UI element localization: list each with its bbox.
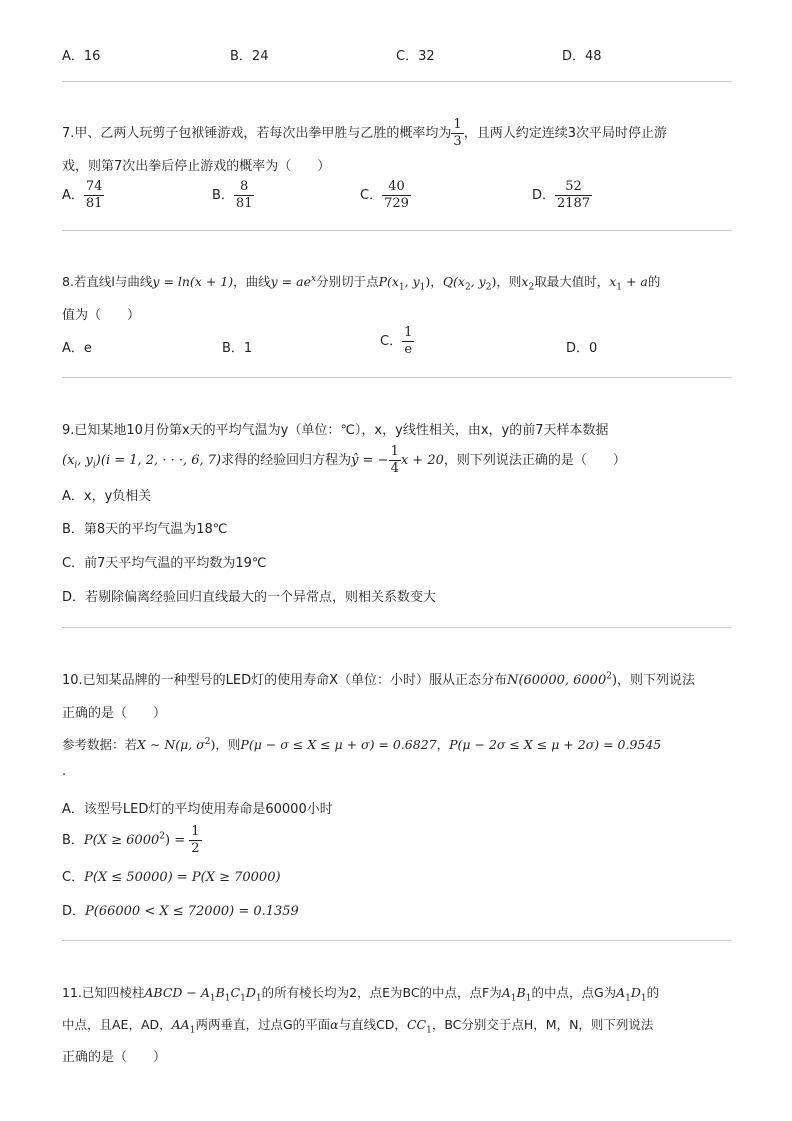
q7-stem-line1: 7.甲、乙两人玩剪子包袱锤游戏，若每次出拳甲胜与乙胜的概率均为 $\frac{1}{3}$ ，且两人约定连续3次平局时停止游 [62,117,667,149]
divider [62,230,732,231]
q7-option-b: B． $\frac{8}{81}$ [212,179,253,211]
q7-option-c: C． $\frac{40}{729}$ [360,179,409,211]
q11-stem-line2: 中点，且AE，AD，$AA_1$两两垂直，过点G的平面α与直线CD，$CC_1$，BC分别交于点H，M，N，则下列说法 [62,1017,654,1036]
q9-option-a: A．x，y负相关 [62,489,152,504]
q11-stem-line1: 11.已知四棱柱ABCD − $A_1B_1C_1D_1$的所有棱长均为2，点E为BC的中点，点F为$A_1B_1$的中点，点G为$A_1D_1$的 [62,985,660,1004]
q7-option-a: A． $\frac{74}{81}$ [62,179,103,211]
q7-option-d: D． $\frac{52}{2187}$ [532,179,591,211]
q8-stem-line1: 8.若直线l与曲线y = ln(x + 1)，曲线$y = ae^x$分别切于点$P(x_1$, $y_1$)，$Q(x_2$, $y_2$)，则$x_2$取最大值时，$x_1 + a$的 [62,273,661,293]
divider [62,940,732,941]
q10-stem-line2: 正确的是（ ） [62,706,167,721]
q9-option-d: D．若剔除偏离经验回归直线最大的一个异常点，则相关系数变大 [62,590,437,605]
q10-reference-dot: . [62,764,67,779]
q10-option-b: B．$P(X \ge 6000^2)$ = $\frac{1}{2}$ [62,824,200,856]
q8-option-b: B．1 [222,341,253,356]
q7-stem-line2: 戏，则第7次出拳后停止游戏的概率为（ ） [62,159,331,174]
divider [62,627,732,628]
q10-option-d: D．P(66000 < X ≤ 72000) = 0.1359 [62,904,299,919]
q10-option-a: A．该型号LED灯的平均使用寿命是60000小时 [62,802,333,817]
q8-option-a: A．e [62,341,92,356]
q6-option-d: D．48 [562,49,602,64]
q9-stem-line1: 9.已知某地10月份第x天的平均气温为y（单位：℃），x，y线性相关，由x，y的前7天样本数据 [62,423,609,438]
q8-stem-line2: 值为（ ） [62,308,141,323]
q6-option-b: B．24 [230,49,269,64]
q8-option-c: C． $\frac{1}{e}$ [380,325,413,357]
divider [62,81,732,82]
divider [62,377,732,378]
q8-option-d: D．0 [566,341,598,356]
q6-option-a: A．16 [62,49,101,64]
q10-reference-data: 参考数据：若X ∼ N(μ, $\sigma^2$)，则P(μ − σ ≤ X ≤ μ + σ) = 0.6827，P(μ − 2σ ≤ X ≤ μ + 2σ) = 0.9545 [62,736,662,752]
q9-stem-line2: ($x_i$, $y_i)(i = 1$, 2, · · ·, 6, 7)求得的经验回归方程为ŷ = − $\frac{1}{4}$ x + 20，则下列说法正确的是（ ） [62,444,626,476]
q10-option-c: C．P(X ≤ 50000) = P(X ≥ 70000) [62,870,281,885]
q9-option-c: C．前7天平均气温的平均数为19℃ [62,556,267,571]
q11-stem-line3: 正确的是（ ） [62,1050,167,1065]
q6-option-c: C．32 [396,49,435,64]
q10-stem-line1: 10.已知某品牌的一种型号的LED灯的使用寿命X（单位：小时）服从正态分布N(60000, 6000$^2$)，则下列说法 [62,671,696,688]
q9-option-b: B．第8天的平均气温为18℃ [62,522,228,537]
